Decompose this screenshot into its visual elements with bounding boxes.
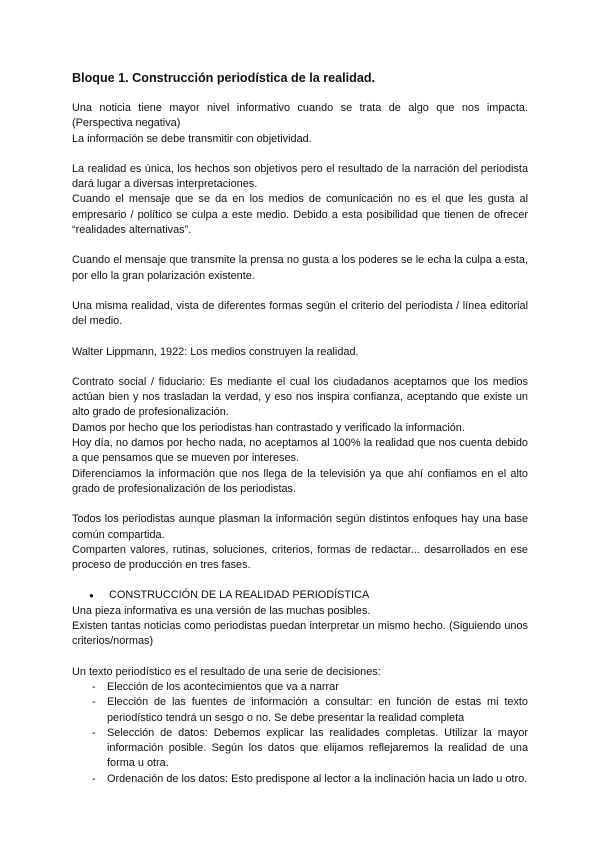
dash-marker: - [92,772,96,785]
paragraph-news-piece: Una pieza informativa es una versión de las muchas posibles. [72,604,371,617]
list-item [72,695,528,726]
paragraph-shared-values: Comparten valores, rutinas, soluciones, criterios, formas de redactar... desarrollados en ese proceso de producción en tres fases. [72,543,528,572]
bullet-icon: ● [89,591,94,601]
list-item-text: Elección de las fuentes de información a consultar: en función de estas mi texto periodístico tendrá un sesgo o no. Se debe presentar la realidad completa [107,696,528,724]
paragraph-reality-unique: La realidad es única, los hechos son objetivos pero el resultado de la narración del periodista dará lugar a diversas interpretaciones. [72,162,528,191]
paragraph-alternative-realities: Cuando el mensaje que se da en los medios de comunicación no es el que les gusta al empresario / político se culpa a este medio. Debido a esta posibilidad que tienen de ofrecer “realidades alternativas”. [72,193,528,237]
bullet-heading [72,588,528,603]
list-item [72,772,528,787]
dash-marker: - [92,680,96,693]
paragraph-many-news: Existen tantas noticias como periodistas puedan interpretar un mismo hecho. (Siguiendo unos criterios/normas) [72,620,528,648]
paragraph-lippmann: Walter Lippmann, 1922: Los medios construyen la realidad. [72,345,359,358]
dash-marker: - [92,696,96,709]
paragraph-impact: Una noticia tiene mayor nivel informativo cuando se trata de algo que nos impacta. (Perspectiva negativa) [72,102,528,130]
paragraph-decisions-intro: Un texto periodístico es el resultado de una serie de decisiones: [72,665,381,678]
dash-marker: - [92,726,96,739]
bullet-heading-text: CONSTRUCCIÓN DE LA REALIDAD PERIODÍSTICA [109,589,370,602]
paragraph-polarization: Cuando el mensaje que transmite la prensa no gusta a los poderes se le echa la culpa a esta, por ello la gran polarización existente. [72,254,528,282]
paragraph-social-contract: Contrato social / fiduciario: Es mediante el cual los ciudadanos aceptamos que los medios actúan bien y nos trasladan la verdad, y eso nos inspira confianza, aceptando que existe un alto grado de profesionalización. [72,375,528,419]
list-item-text: Ordenación de los datos: Esto predispone al lector a la inclinación hacia un lado u otro. [107,772,528,785]
decisions-list [72,680,528,787]
list-item [72,726,528,772]
document-page [72,70,528,787]
list-item-text: Selección de datos: Debemos explicar las realidades completas. Utilizar la mayor información posible. Según los datos que elijamos reflejaremos la realidad de una forma u otra. [107,726,528,770]
paragraph-verification: Damos por hecho que los periodistas han contrastado y verificado la información. [72,421,465,434]
paragraph-same-reality: Una misma realidad, vista de diferentes formas según el criterio del periodista / línea editorial del medio. [72,299,528,328]
paragraph-objectivity: La información se debe transmitir con objetividad. [72,132,312,145]
list-item-text: Elección de los acontecimientos que va a narrar [107,680,339,693]
paragraph-television: Diferenciamos la información que nos llega de la televisión ya que ahí confiamos en el alto grado de profesionalización de los periodistas. [72,467,528,495]
paragraph-today: Hoy día, no damos por hecho nada, no aceptamos al 100% la realidad que nos cuenta debido a que pensamos que se mueven por intereses. [72,437,528,465]
paragraph-common-base: Todos los periodistas aunque plasman la información según distintos enfoques hay una base común compartida. [72,513,528,541]
page-title: Bloque 1. Construcción periodística de la realidad. [72,71,376,85]
list-item [72,680,528,695]
